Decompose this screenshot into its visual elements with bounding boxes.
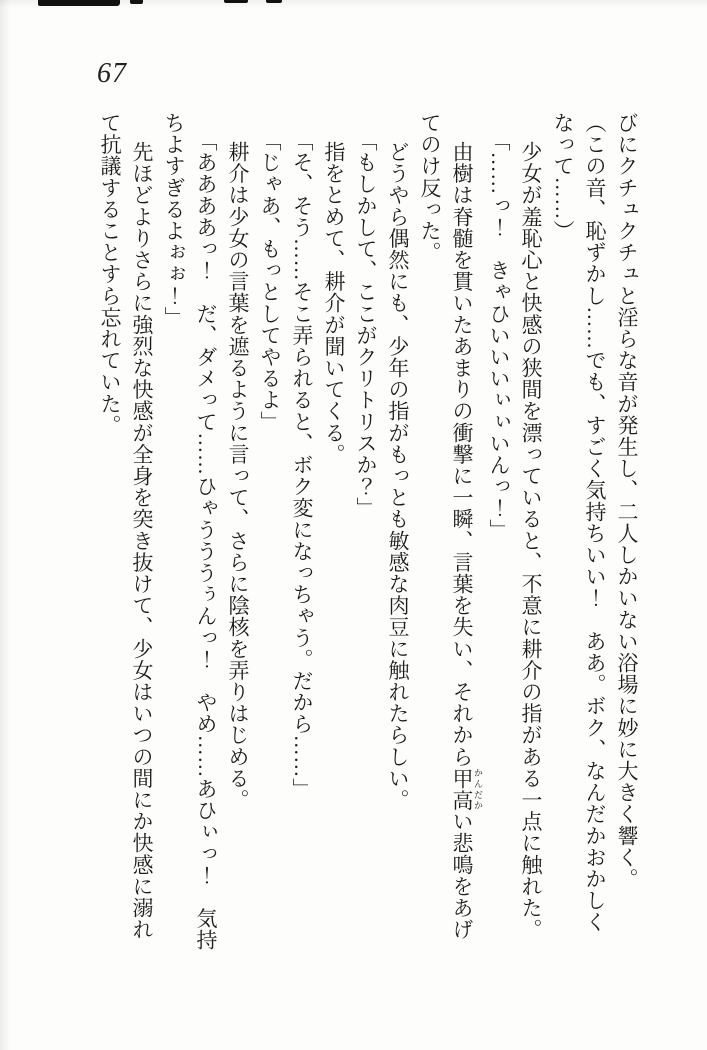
text-line: なって……） <box>551 112 575 242</box>
ruby-annotated-text: 甲高 かんだか <box>450 767 483 811</box>
text-line: ちよすぎるよぉぉ！」 <box>162 112 186 328</box>
text-line: 「もしかして、ここがクリトリスか？」 <box>354 129 378 519</box>
text-line: 「そ、そう……そこ弄られると、ボク変になっちゃう。だから……」 <box>290 129 314 800</box>
text-line: 先ほどよりさらに強烈な快感が全身を突き抜けて、少女はいつの間にか快感に溺れ <box>130 141 154 941</box>
text-area <box>97 112 643 960</box>
text-line: て抗議することすら忘れていた。 <box>98 112 122 436</box>
scan-artifact <box>224 0 248 3</box>
scan-artifact <box>130 0 143 4</box>
page-number: 67 <box>97 58 127 89</box>
text-line: 指をとめて、耕介が聞いてくる。 <box>322 141 346 466</box>
text-line: 由樹は脊髄を貫いたあまりの衝撃に一瞬、言葉を失い、それから甲高 かんだかい悲鳴をあげ <box>450 141 483 941</box>
text-line: びにクチュクチュと淫らな音が発生し、二人しかいない浴場に妙に大きく響く。 <box>615 112 639 890</box>
text-line: 耕介は少女の言葉を遮るように言って、さらに陰核を弄りはじめる。 <box>226 141 250 811</box>
scan-artifact <box>38 0 120 6</box>
text-line: 「ああああっ！ だ、ダメって……ひゃうううぅんっ！ やめ……あひぃっ！ 気持 <box>194 129 218 951</box>
scan-artifact <box>266 0 282 3</box>
text-line: 少女が羞恥心と快感の狭間を漂っていると、不意に耕介の指がある一点に触れた。 <box>519 141 543 941</box>
text-line: 「じゃあ、もっとしてやるよ」 <box>258 129 282 433</box>
scan-shade-left <box>0 0 10 1050</box>
text-line: （この音、恥ずかし……でも、すごく気持ちいい！ ああ。ボク、なんだかおかしく <box>583 112 607 933</box>
text-line: 「……っ！ きゃひいいいぃぃいんっ！」 <box>487 129 511 541</box>
text-line: どうやら偶然にも、少年の指がもっとも敏感な肉豆に触れたらしい。 <box>386 141 410 811</box>
text-line: てのけ反った。 <box>418 112 442 264</box>
